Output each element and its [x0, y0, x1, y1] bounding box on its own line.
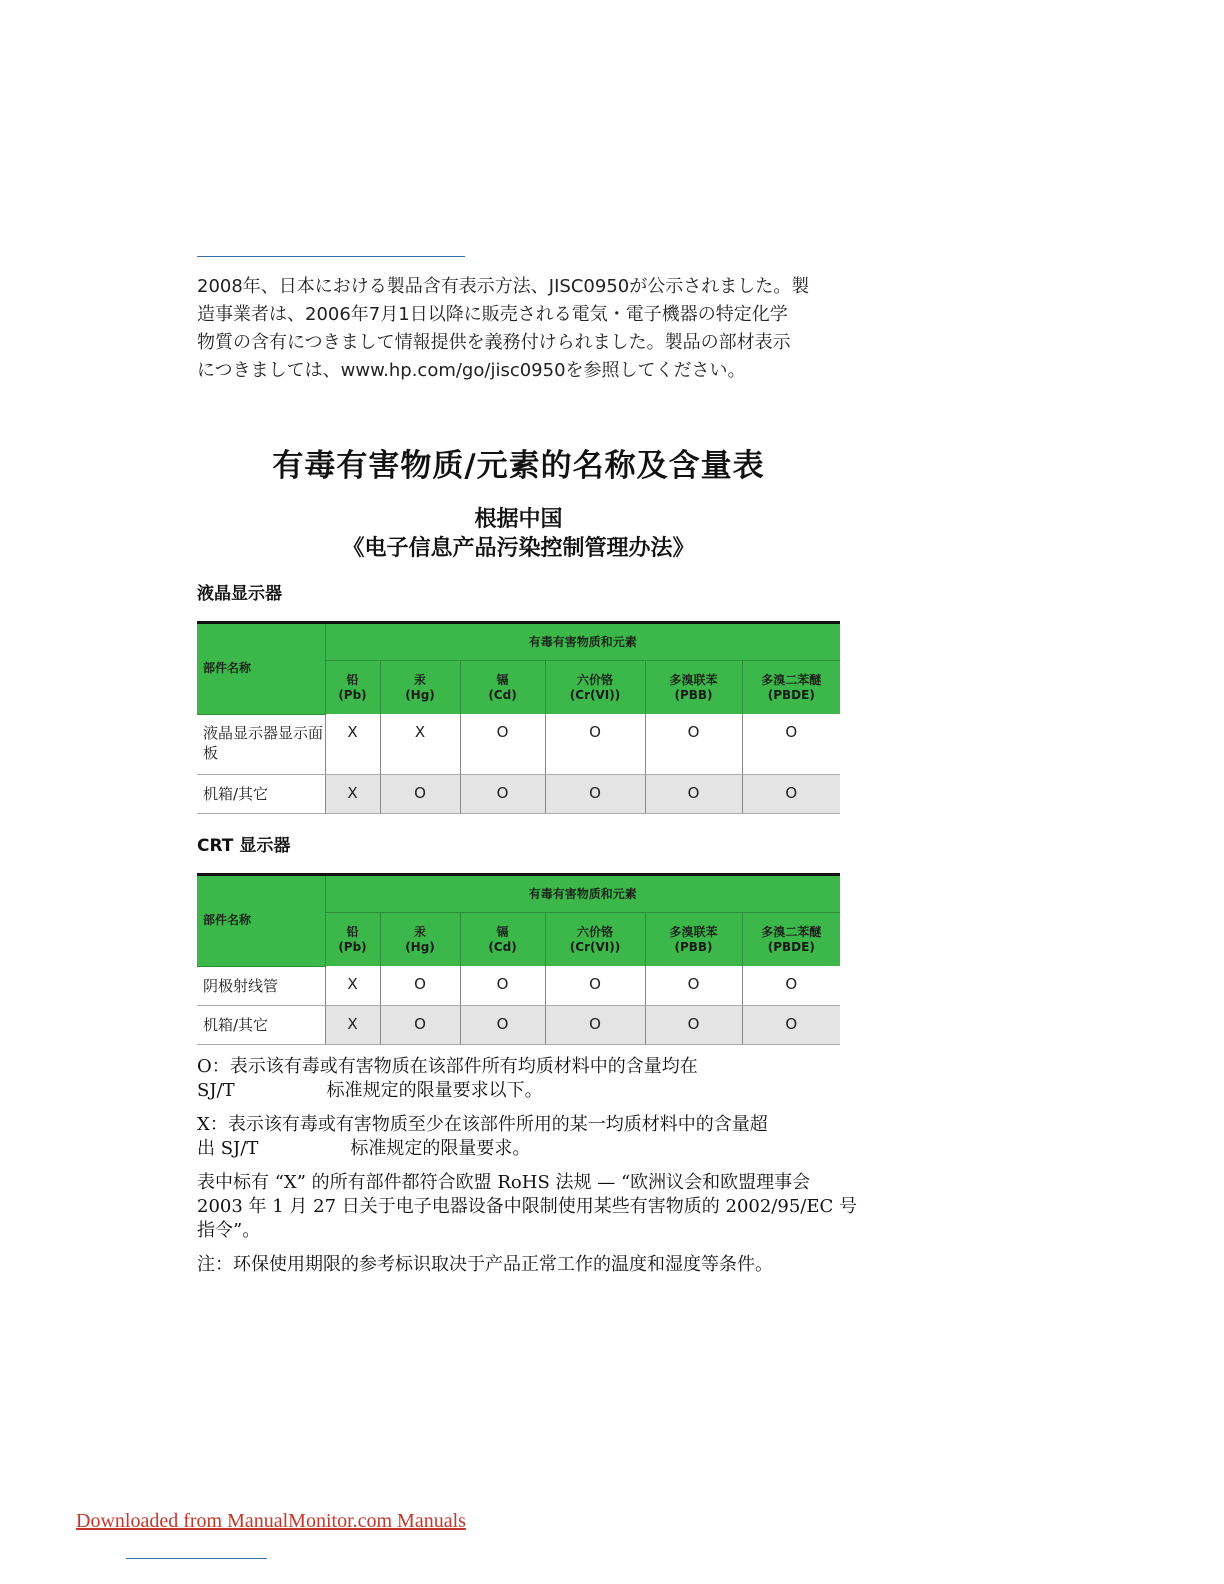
value-cell: X	[325, 966, 380, 1005]
jp-line: 物質の含有につきまして情報提供を義務付けられました。製品の部材表示	[197, 332, 791, 353]
part-name: 液晶显示器显示面板	[197, 714, 325, 774]
value-cell: X	[325, 774, 380, 813]
note-x: X：表示该有毒或有害物质至少在该部件所用的某一均质材料中的含量超 出 SJ/T 标准规定的限量要求。	[197, 1114, 768, 1159]
jp-line: 造事業者は、2006年7月1日以降に販売される電気・電子機器の特定化学	[197, 304, 788, 325]
table-row	[197, 1005, 840, 1044]
value-cell: O	[380, 1005, 460, 1044]
value-cell: O	[645, 774, 742, 813]
value-cell: O	[545, 774, 645, 813]
element-header: 镉 (Cd)	[460, 913, 545, 967]
element-header: 镉 (Cd)	[460, 661, 545, 715]
value-cell: O	[545, 1005, 645, 1044]
bottom-rule	[126, 1558, 267, 1559]
top-rule	[197, 256, 465, 257]
page-subtitle	[197, 505, 840, 563]
note-env: 注：环保使用期限的参考标识取决于产品正常工作的温度和湿度等条件。	[197, 1254, 773, 1275]
value-cell: X	[325, 714, 380, 774]
element-header: 六价铬 (Cr(VI))	[545, 661, 645, 715]
element-header: 汞 (Hg)	[380, 661, 460, 715]
value-cell: O	[645, 1005, 742, 1044]
element-header: 多溴联苯 (PBB)	[645, 913, 742, 967]
subtitle-line-2: 《电子信息产品污染控制管理办法》	[342, 536, 695, 561]
lcd-substance-table	[197, 621, 840, 814]
jp-line: につきましては、www.hp.com/go/jisc0950を参照してください。	[197, 360, 746, 381]
part-name: 机箱/其它	[197, 774, 325, 813]
part-name-header: 部件名称	[197, 623, 325, 715]
table-row	[197, 966, 840, 1005]
note-rohs: 表中标有 “X” 的所有部件都符合欧盟 RoHS 法规 — “欧洲议会和欧盟理事会 2003 年 1 月 27 日关于电子电器设备中限制使用某些有害物质的 2002/95/EC 号指令”。	[197, 1172, 857, 1241]
crt-section-label: CRT 显示器	[197, 836, 291, 856]
value-cell: O	[645, 966, 742, 1005]
value-cell: O	[460, 1005, 545, 1044]
element-header: 铅 (Pb)	[325, 913, 380, 967]
value-cell: O	[742, 1005, 840, 1044]
substance-group-header: 有毒有害物质和元素	[325, 623, 840, 661]
value-cell: O	[460, 966, 545, 1005]
value-cell: O	[742, 966, 840, 1005]
lcd-section-label: 液晶显示器	[197, 584, 282, 604]
value-cell: O	[742, 774, 840, 813]
value-cell: O	[460, 774, 545, 813]
element-header: 多溴联苯 (PBB)	[645, 661, 742, 715]
subtitle-line-1: 根据中国	[474, 507, 563, 532]
value-cell: O	[742, 714, 840, 774]
notes-section	[197, 1055, 857, 1287]
value-cell: X	[380, 714, 460, 774]
page-title: 有毒有害物质/元素的名称及含量表	[272, 448, 765, 484]
value-cell: O	[380, 774, 460, 813]
jp-line: 2008年、日本における製品含有表示方法、JISC0950が公示されました。製	[197, 276, 810, 297]
value-cell: O	[545, 714, 645, 774]
crt-substance-table	[197, 873, 840, 1045]
download-source-link[interactable]: Downloaded from ManualMonitor.com Manuals	[76, 1510, 466, 1532]
element-header: 多溴二苯醚 (PBDE)	[742, 913, 840, 967]
substance-group-header: 有毒有害物质和元素	[325, 875, 840, 913]
value-cell: X	[325, 1005, 380, 1044]
table-row	[197, 714, 840, 774]
part-name: 阴极射线管	[197, 966, 325, 1005]
value-cell: O	[380, 966, 460, 1005]
value-cell: O	[545, 966, 645, 1005]
element-header: 铅 (Pb)	[325, 661, 380, 715]
note-o: O：表示该有毒或有害物质在该部件所有均质材料中的含量均在 SJ/T 标准规定的限量要求以下。	[197, 1056, 698, 1101]
value-cell: O	[645, 714, 742, 774]
element-header: 六价铬 (Cr(VI))	[545, 913, 645, 967]
part-name: 机箱/其它	[197, 1005, 325, 1044]
japanese-paragraph	[197, 273, 810, 385]
element-header: 多溴二苯醚 (PBDE)	[742, 661, 840, 715]
table-row	[197, 774, 840, 813]
element-header: 汞 (Hg)	[380, 913, 460, 967]
value-cell: O	[460, 714, 545, 774]
part-name-header: 部件名称	[197, 875, 325, 967]
